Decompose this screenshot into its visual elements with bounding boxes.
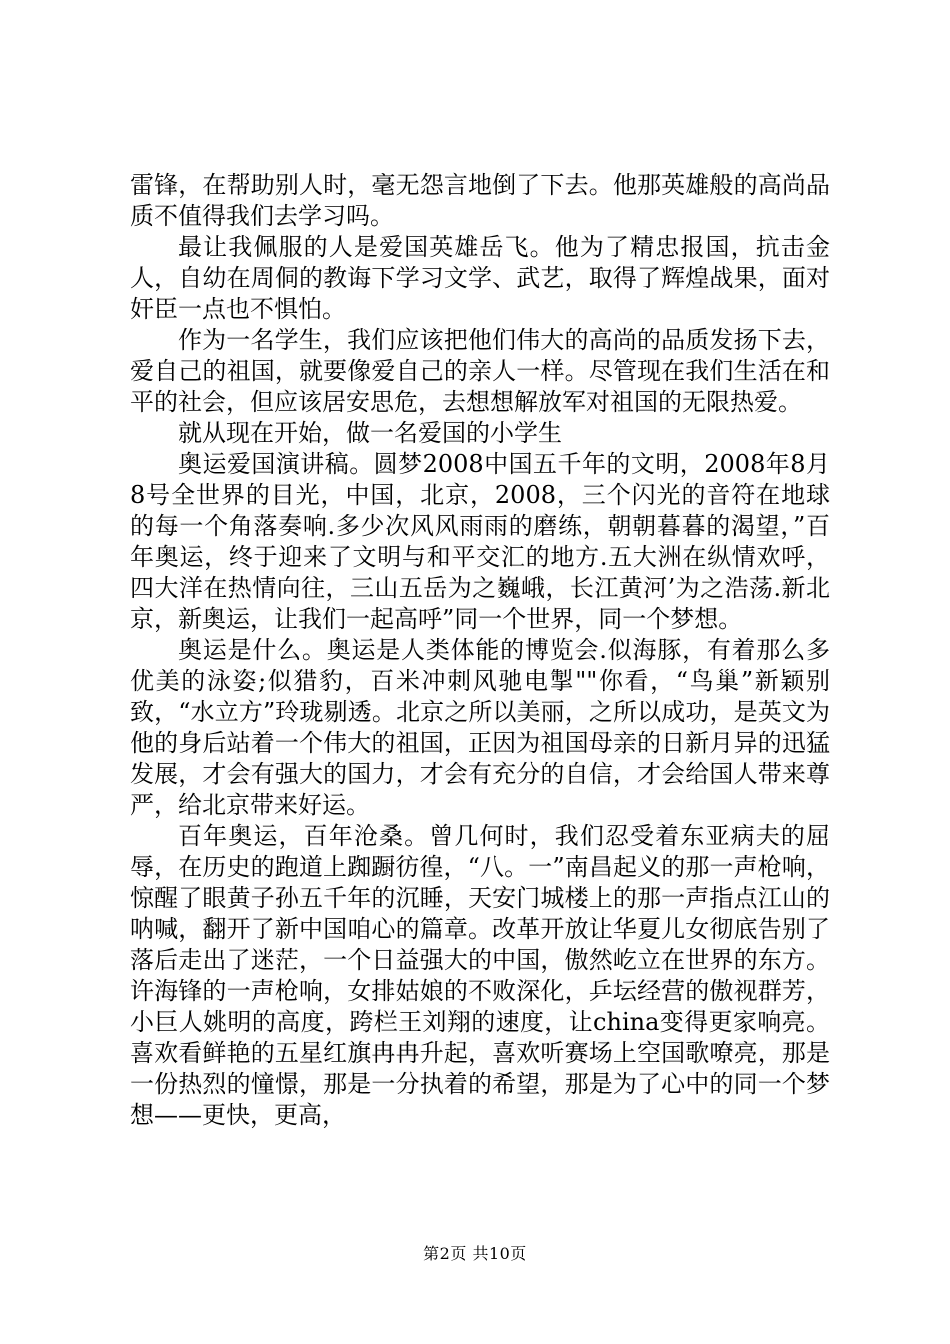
paragraph-5: 奥运爱国演讲稿。圆梦2008中国五千年的文明，2008年8月8号全世界的目光，中国，北京，2008，三个闪光的音符在地球的每一个角落奏响.多少次风风雨雨的磨练，朝朝暮暮的渴望，”百年奥运，终于迎来了文明与和平交汇的地方.五大洲在纵情欢呼，四大洋在热情向往，三山五岳为之巍峨，长江黄河’为之浩荡.新北京，新奥运，让我们一起高呼”同一个世界，同一个梦想。 bbox=[130, 450, 830, 633]
page-footer: 第2页 共10页 bbox=[423, 1244, 527, 1263]
paragraph-1: 雷锋，在帮助别人时，毫无怨言地倒了下去。他那英雄般的高尚品质不值得我们去学习吗。 bbox=[130, 171, 830, 230]
paragraph-7: 百年奥运，百年沧桑。曾几何时，我们忍受着东亚病夫的屈辱，在历史的跑道上踟蹰彷徨，“八。一”南昌起义的那一声枪响，惊醒了眼黄子孙五千年的沉睡，天安门城楼上的那一声指点江山的呐喊，翻开了新中国咱心的篇章。改革开放让华夏儿女彻底告别了落后走出了迷茫，一个日益强大的中国，傲然屹立在世界的东方。许海锋的一声枪响，女排姑娘的不败深化，乒坛经营的傲视群芳，小巨人姚明的高度，跨栏王刘翔的速度，让china变得更家响亮。喜欢看鲜艳的五星红旗冉冉升起，喜欢听赛场上空国歌嘹亮，那是一份热烈的憧憬，那是一分执着的希望，那是为了心中的同一个梦想——更快，更高， bbox=[130, 822, 830, 1129]
paragraph-3: 作为一名学生，我们应该把他们伟大的高尚的品质发扬下去，爱自己的祖国，就要像爱自己的亲人一样。尽管现在我们生活在和平的社会，但应该居安思危，去想想解放军对祖国的无限热爱。 bbox=[130, 326, 830, 416]
paragraph-2: 最让我佩服的人是爱国英雄岳飞。他为了精忠报国，抗击金人，自幼在周侗的教诲下学习文学、武艺，取得了辉煌战果，面对奸臣一点也不惧怕。 bbox=[130, 233, 830, 323]
paragraph-6: 奥运是什么。奥运是人类体能的博览会.似海豚，有着那么多优美的泳姿;似猎豹，百米冲刺风驰电掣""你看，“鸟巢”新颖别致，“水立方”玲珑剔透。北京之所以美丽，之所以成功，是英文为他的身后站着一个伟大的祖国，正因为祖国母亲的日新月异的迅猛发展，才会有强大的国力，才会有充分的自信，才会给国人带来尊严，给北京带来好运。 bbox=[130, 636, 830, 819]
document-body bbox=[130, 170, 830, 1131]
paragraph-4: 就从现在开始，做一名爱国的小学生 bbox=[178, 419, 562, 447]
